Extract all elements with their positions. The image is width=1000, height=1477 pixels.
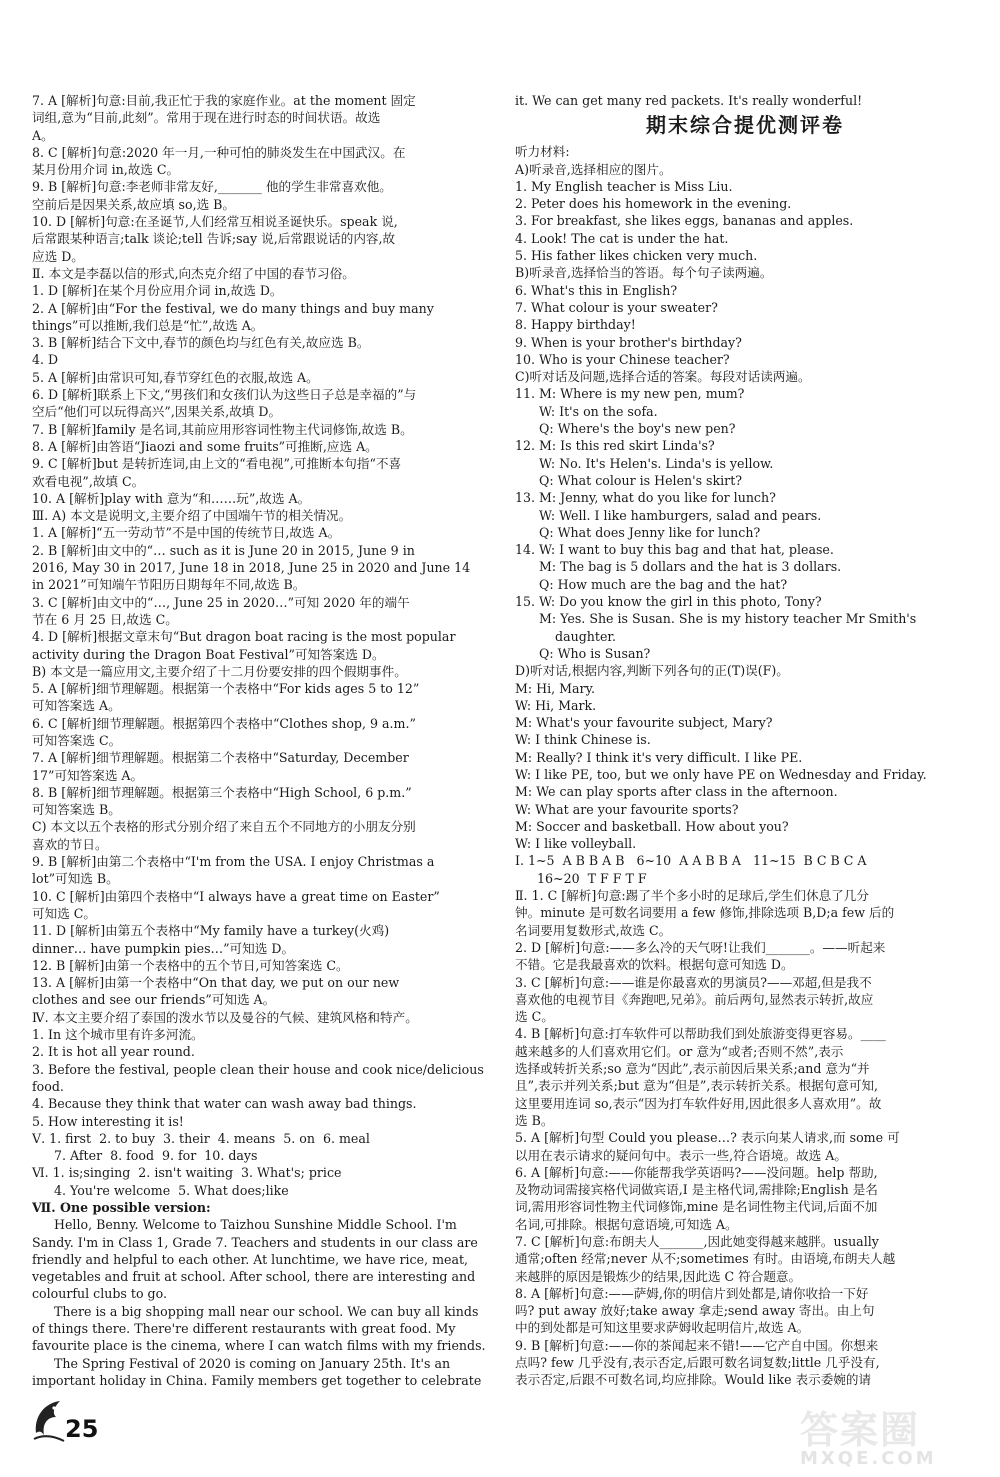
right-line: 9. B [解析]句意:——你的茶闻起来不错!——它产自中国。你想来	[515, 1337, 879, 1353]
right-line: 14. W: I want to buy this bag and that hat, please.	[515, 542, 834, 558]
left-line: 8. A [解析]由答语“Jiaozi and some fruits”可推断,应选 A。	[32, 438, 378, 454]
right-line: 3. C [解析]句意:——谁是你最喜欢的男演员?——邓超,但是我不	[515, 974, 872, 990]
right-line: Q: How much are the bag and the hat?	[515, 576, 788, 592]
left-line: 10. A [解析]play with 意为“和……玩”,故选 A。	[32, 490, 311, 506]
left-line: 节在 6 月 25 日,故选 C。	[32, 611, 178, 627]
right-line: 15. W: Do you know the girl in this photo, Tony?	[515, 594, 822, 610]
left-line: 空前后是因果关系,故应填 so,选 B。	[32, 196, 236, 212]
left-line: 17”可知答案选 A。	[32, 767, 144, 783]
left-line: 4. D [解析]根据文章末句“But dragon boat racing is the most popular	[32, 629, 456, 645]
right-line: W: No. It's Helen's. Linda's is yellow.	[515, 455, 774, 471]
left-line: 4. You're welcome 5. What does;like	[54, 1182, 289, 1198]
right-line: 8. Happy birthday!	[515, 317, 636, 333]
left-line: 9. B [解析]句意:李老师非常友好,_______ 他的学生非常喜欢他。	[32, 179, 392, 195]
right-line: Q: Where's the boy's new pen?	[515, 421, 736, 437]
left-line: food.	[32, 1078, 64, 1094]
right-line: 及物动词需接宾格代词做宾语,I 是主格代词,需排除;English 是名	[515, 1182, 878, 1198]
left-line: Ⅱ. 本文是李磊以信的形式,向杰克介绍了中国的春节习俗。	[32, 265, 355, 281]
watermark-sub: MXQE.COM	[800, 1448, 937, 1469]
left-line: 12. B [解析]由第一个表格中的五个节日,可知答案选 C。	[32, 957, 349, 973]
left-line: 7. After 8. food 9. for 10. days	[54, 1148, 258, 1164]
left-line: Ⅶ. One possible version:	[32, 1200, 211, 1215]
right-line: 1. My English teacher is Miss Liu.	[515, 178, 733, 194]
left-line: C) 本文以五个表格的形式分别介绍了来自五个不同地方的小朋友分别	[32, 819, 416, 835]
left-line: 7. B [解析]family 是名词,其前应用形容词性物主代词修饰,故选 B。	[32, 421, 413, 437]
left-line: 1. A [解析]“五一劳动节”不是中国的传统节日,故选 A。	[32, 525, 341, 541]
left-line: things”可以推断,我们总是“忙”,故选 A。	[32, 317, 264, 333]
left-line: friendly and helpful to each other. At lunchtime, we have rice, meat,	[32, 1251, 469, 1267]
watermark-main: 答案圈	[800, 1408, 921, 1452]
right-column	[515, 92, 975, 1389]
right-line: 选 C。	[515, 1009, 554, 1025]
right-line: 5. A [解析]句型 Could you please…? 表示向某人请求,而 some 可	[515, 1130, 900, 1146]
right-line: 点吗? few 几乎没有,表示否定,后跟可数名词复数;little 几乎没有,	[515, 1355, 880, 1371]
right-line: Q: What does Jenny like for lunch?	[515, 524, 761, 540]
right-line: 4. Look! The cat is under the hat.	[515, 230, 729, 246]
left-line: 2. B [解析]由文中的“… such as it is June 20 in 2015, June 9 in	[32, 542, 415, 558]
right-line: 名词要用复数形式,故选 C。	[515, 922, 672, 938]
left-line: 后常跟某种语言;talk 谈论;tell 告诉;say 说,后常跟说话的内容,故	[32, 231, 396, 247]
right-column-lines	[515, 143, 975, 1388]
left-line: Hello, Benny. Welcome to Taizhou Sunshine Middle School. I'm	[54, 1217, 457, 1233]
left-line: 5. How interesting it is!	[32, 1113, 184, 1129]
left-line: 9. C [解析]but 是转折连词,由上文的“看电视”,可推断本句指“不喜	[32, 456, 402, 472]
right-line: 名词,可排除。根据句意语境,可知选 A。	[515, 1216, 738, 1232]
right-line: W: It's on the sofa.	[515, 403, 658, 419]
right-line: 词,需用形容词性物主代词修饰,mine 是名词性物主代词,后面不加	[515, 1199, 878, 1215]
left-line: 空后“他们可以玩得高兴”,因果关系,故填 D。	[32, 404, 282, 420]
right-line: 中的到处都是可知这里要求萨姆收起明信片,故选 A。	[515, 1320, 810, 1336]
right-line: 8. A [解析]句意:——萨姆,你的明信片到处都是,请你收拾一下好	[515, 1285, 869, 1301]
right-line: M: The bag is 5 dollars and the hat is 3 dollars.	[515, 559, 842, 575]
left-line: 5. A [解析]细节理解题。根据第一个表格中“For kids ages 5 to 12”	[32, 681, 420, 697]
right-line: 通常;often 经常;never 从不;sometimes 有时。由语境,布朗夫人越	[515, 1251, 896, 1267]
right-line: M: Soccer and basketball. How about you?	[515, 818, 789, 834]
right-line: daughter.	[515, 628, 617, 644]
right-line: 10. Who is your Chinese teacher?	[515, 351, 730, 367]
right-line: 6. A [解析]句意:——你能帮我学英语吗?——没问题。help 帮助,	[515, 1164, 878, 1180]
right-line: 2. D [解析]句意:——多么冷的天气呀!让我们_______。——听起来	[515, 939, 886, 955]
right-line: W: What are your favourite sports?	[515, 801, 739, 817]
right-line: 不错。它是我最喜欢的饮料。根据句意可知选 D。	[515, 957, 794, 973]
left-line: B) 本文是一篇应用文,主要介绍了十二月份要安排的四个假期事件。	[32, 663, 407, 679]
right-line: 4. B [解析]句意:打车软件可以帮助我们到处旅游变得更容易。____	[515, 1026, 886, 1042]
right-line: 表示否定,后跟不可数名词,均应排除。Would like 表示委婉的请	[515, 1372, 872, 1388]
right-line: M: What's your favourite subject, Mary?	[515, 715, 773, 731]
left-line: 3. B [解析]结合下文中,春节的颜色均与红色有关,故应选 B。	[32, 335, 370, 351]
left-line: 2016, May 30 in 2017, June 18 in 2018, June 25 in 2020 and June 14	[32, 560, 471, 576]
left-line: 4. D	[32, 352, 59, 368]
right-line: 以用在表示请求的疑问句中。表示一些,符合语境。故选 A。	[515, 1147, 847, 1163]
left-line: 喜欢的节日。	[32, 836, 108, 852]
watermark	[800, 1410, 990, 1470]
left-line: 2. It is hot all year round.	[32, 1044, 195, 1060]
left-line: A。	[32, 127, 54, 143]
page-number: 25	[65, 1415, 99, 1443]
left-line: vegetables and fruit at school. After school, there are interesting and	[32, 1269, 476, 1285]
left-line: 3. Before the festival, people clean their house and cook nice/delicious	[32, 1061, 484, 1077]
left-line: 4. Because they think that water can wash away bad things.	[32, 1096, 417, 1112]
left-line: 6. C [解析]细节理解题。根据第四个表格中“Clothes shop, 9 a.m.”	[32, 715, 416, 731]
right-line: D)听对话,根据内容,判断下列各句的正(T)误(F)。	[515, 663, 789, 679]
left-line: Ⅲ. A) 本文是说明文,主要介绍了中国端午节的相关情况。	[32, 508, 352, 524]
left-line: 1. D [解析]在某个月份应用介词 in,故选 D。	[32, 283, 283, 299]
right-line: 这里要用连词 so,表示“因为打车软件好用,因此很多人喜欢用”。故	[515, 1095, 882, 1111]
left-line: Sandy. I'm in Class 1, Grade 7. Teachers and students in our class are	[32, 1234, 478, 1250]
right-line: M: Hi, Mary.	[515, 680, 596, 696]
left-line: clothes and see our friends”可知选 A。	[32, 992, 276, 1008]
left-line: Ⅵ. 1. is;singing 2. isn't waiting 3. What's; price	[32, 1165, 342, 1181]
right-line: 16~20 T F F T F	[537, 870, 647, 886]
left-line: 5. A [解析]由常识可知,春节穿红色的衣服,故选 A。	[32, 369, 319, 385]
right-line: 9. When is your brother's birthday?	[515, 334, 742, 350]
left-line: The Spring Festival of 2020 is coming on January 25th. It's an	[54, 1355, 451, 1371]
right-line: 3. For breakfast, she likes eggs, bananas and apples.	[515, 213, 854, 229]
left-line: 10. C [解析]由第四个表格中“I always have a great time on Easter”	[32, 888, 440, 904]
dolphin-logo-icon	[30, 1395, 70, 1445]
left-line: 1. In 这个城市里有许多河流。	[32, 1027, 204, 1043]
left-column	[32, 92, 490, 1389]
left-line: 2. A [解析]由“For the festival, we do many things and buy many	[32, 300, 434, 316]
left-line: 8. B [解析]细节理解题。根据第三个表格中“High School, 6 p.m.”	[32, 784, 412, 800]
right-line: 听力材料:	[515, 144, 570, 160]
left-line: 10. D [解析]句意:在圣诞节,人们经常互相说圣诞快乐。speak 说,	[32, 214, 398, 230]
left-line: activity during the Dragon Boat Festival”可知答案选 D。	[32, 646, 385, 662]
left-line: Ⅴ. 1. first 2. to buy 3. their 4. means 5. on 6. meal	[32, 1130, 370, 1146]
right-line: 5. His father likes chicken very much.	[515, 248, 758, 264]
right-column-top-line: it. We can get many red packets. It's really wonderful!	[515, 93, 863, 108]
right-line: 吗? put away 放好;take away 拿走;send away 寄出。由上句	[515, 1303, 875, 1319]
right-line: 11. M: Where is my new pen, mum?	[515, 386, 745, 402]
left-line: 词组,意为“目前,此刻”。常用于现在进行时态的时间状语。故选	[32, 110, 381, 126]
left-line: 7. A [解析]句意:目前,我正忙于我的家庭作业。at the moment 固定	[32, 93, 416, 108]
right-line: 12. M: Is this red skirt Linda's?	[515, 438, 715, 454]
right-line: 来越胖的原因是锻炼少的结果,因此选 C 符合题意。	[515, 1268, 802, 1284]
right-line: M: We can play sports after class in the afternoon.	[515, 784, 838, 800]
left-line: 某月份用介词 in,故选 C。	[32, 162, 180, 178]
right-line: Ⅱ. 1. C [解析]句意:踢了半个多小时的足球后,学生们休息了几分	[515, 888, 869, 904]
right-line: A)听录音,选择相应的图片。	[515, 161, 672, 177]
right-line: 选 B。	[515, 1112, 554, 1128]
right-line: C)听对话及问题,选择合适的答案。每段对话读两遍。	[515, 369, 811, 385]
right-line: M: Really? I think it's very difficult. I like PE.	[515, 749, 803, 765]
right-line: W: I like volleyball.	[515, 836, 637, 852]
right-line: W: Well. I like hamburgers, salad and pears.	[515, 507, 822, 523]
right-line: 7. What colour is your sweater?	[515, 299, 718, 315]
right-line: 13. M: Jenny, what do you like for lunch?	[515, 490, 776, 506]
left-line: 可知选 C。	[32, 905, 97, 921]
left-line: 9. B [解析]由第二个表格中“I'm from the USA. I enjoy Christmas a	[32, 854, 435, 870]
right-line: 越来越多的人们喜欢用它们。or 意为“或者;否则不然”,表示	[515, 1043, 844, 1059]
left-line: 欢看电视”,故填 C。	[32, 473, 145, 489]
left-line: in 2021”可知端午节阳历日期每年不同,故选 B。	[32, 577, 306, 593]
left-line: Ⅳ. 本文主要介绍了泰国的泼水节以及曼谷的气候、建筑风格和特产。	[32, 1009, 418, 1025]
right-line: 6. What's this in English?	[515, 282, 678, 298]
section-title: 期末综合提优测评卷	[646, 113, 844, 138]
left-line: 3. C [解析]由文中的“…, June 25 in 2020…”可知 2020 年的端午	[32, 594, 410, 610]
left-line: of things there. There're different restaurants with great food. My	[32, 1321, 456, 1337]
left-line: 应选 D。	[32, 248, 84, 264]
left-line: 可知答案选 B。	[32, 802, 121, 818]
right-line: Q: What colour is Helen's skirt?	[515, 472, 743, 488]
right-line: 且”,表示并列关系;but 意为“但是”,表示转折关系。根据句意可知,	[515, 1078, 879, 1094]
left-line: favourite place is the cinema, where I can watch films with my friends.	[32, 1338, 486, 1354]
right-line: M: Yes. She is Susan. She is my history teacher Mr Smith's	[515, 611, 917, 627]
right-line: B)听录音,选择恰当的答语。每个句子读两遍。	[515, 265, 773, 281]
left-line: 8. C [解析]句意:2020 年一月,一种可怕的肺炎发生在中国武汉。在	[32, 144, 406, 160]
right-line: Q: Who is Susan?	[515, 645, 651, 661]
left-line: dinner… have pumpkin pies…”可知选 D。	[32, 940, 295, 956]
right-line: 2. Peter does his homework in the evening.	[515, 196, 792, 212]
left-line: colourful clubs to go.	[32, 1286, 167, 1302]
right-line: 钟。minute 是可数名词要用 a few 修饰,排除选项 B,D;a few 后的	[515, 905, 895, 921]
right-line: W: I like PE, too, but we only have PE on Wednesday and Friday.	[515, 766, 927, 782]
left-line: 6. D [解析]联系上下文,“男孩们和女孩们认为这些日子总是幸福的”与	[32, 387, 417, 403]
left-line: There is a big shopping mall near our school. We can buy all kinds	[54, 1303, 479, 1319]
left-line: 可知答案选 C。	[32, 732, 122, 748]
left-line: 7. A [解析]细节理解题。根据第二个表格中“Saturday, December	[32, 750, 409, 766]
right-line: Ⅰ. 1~5 A B B A B 6~10 A A B B A 11~15 B C B C A	[515, 853, 867, 869]
left-line: 13. A [解析]由第一个表格中“On that day, we put on our new	[32, 975, 400, 991]
right-line: 喜欢他的电视节目《奔跑吧,兄弟》。前后两句,显然表示转折,故应	[515, 991, 874, 1007]
left-line: 可知答案选 A。	[32, 698, 121, 714]
left-line: lot”可知选 B。	[32, 871, 119, 887]
left-line: important holiday in China. Family members get together to celebrate	[32, 1372, 482, 1388]
right-line: W: Hi, Mark.	[515, 697, 597, 713]
right-line: 选择或转折关系;so 意为“因此”,表示前因后果关系;and 意为“并	[515, 1061, 870, 1077]
right-line: W: I think Chinese is.	[515, 732, 651, 748]
left-line: 11. D [解析]由第五个表格中“My family have a turkey(火鸡)	[32, 923, 390, 939]
right-line: 7. C [解析]句意:布朗夫人_______,因此她变得越来越胖。usually	[515, 1234, 879, 1249]
